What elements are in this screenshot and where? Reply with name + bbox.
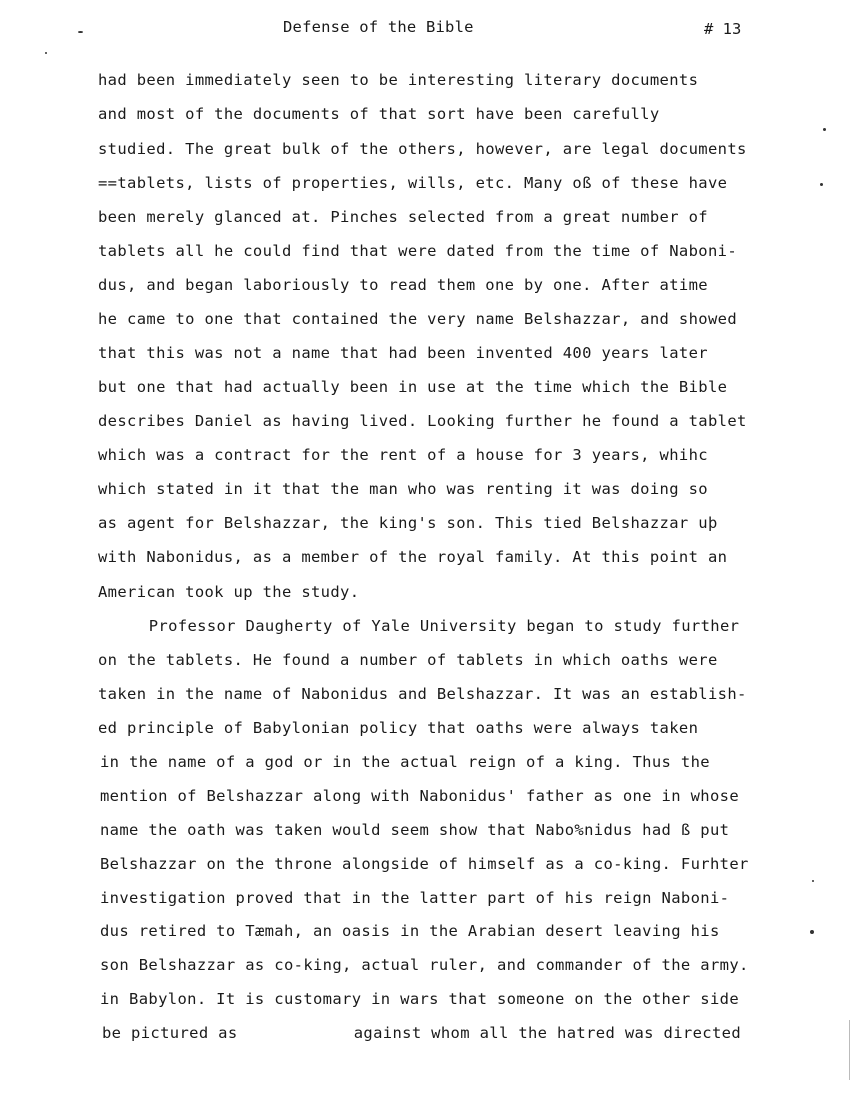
scan-edge [849, 1020, 850, 1080]
body-line-14: as agent for Belshazzar, the king's son. This tied Belshazzar uþ [98, 514, 718, 532]
scan-speck [812, 880, 814, 882]
body-line-5: been merely glanced at. Pinches selected from a great number of [98, 208, 708, 226]
body-line-16: American took up the study. [98, 583, 360, 601]
body-line-23: name the oath was taken would seem show that Nabo%nidus had ß put [100, 821, 730, 839]
scan-speck [78, 31, 83, 33]
body-line-25: investigation proved that in the latter part of his reign Naboni- [100, 889, 730, 907]
body-line-28: in Babylon. It is customary in wars that someone on the other side [100, 990, 739, 1008]
body-line-3: studied. The great bulk of the others, however, are legal documents [98, 140, 747, 158]
body-line-20: ed principle of Babylonian policy that oaths were always taken [98, 719, 699, 737]
page-number: # 13 [704, 20, 742, 38]
body-line-8: he came to one that contained the very name Belshazzar, and showed [98, 310, 737, 328]
body-line-17: Professor Daugherty of Yale University began to study further [110, 617, 740, 635]
body-line-12: which was a contract for the rent of a house for 3 years, whihc [98, 446, 708, 464]
scan-speck [823, 128, 826, 131]
body-line-15: with Nabonidus, as a member of the royal family. At this point an [98, 548, 728, 566]
body-line-29: be pictured as against whom all the hatred was directed [102, 1024, 741, 1042]
page-header-title: Defense of the Bible [283, 18, 474, 36]
body-line-10: but one that had actually been in use at the time which the Bible [98, 378, 728, 396]
body-line-21: in the name of a god or in the actual reign of a king. Thus the [100, 753, 710, 771]
body-line-19: taken in the name of Nabonidus and Belshazzar. It was an establish- [98, 685, 747, 703]
body-line-1: had been immediately seen to be interesting literary documents [98, 71, 699, 89]
body-line-6: tablets all he could find that were dated from the time of Naboni- [98, 242, 737, 260]
body-line-4: ==tablets, lists of properties, wills, etc. Many oß of these have [98, 174, 728, 192]
scan-speck [810, 930, 814, 934]
body-line-18: on the tablets. He found a number of tablets in which oaths were [98, 651, 718, 669]
body-line-13: which stated in it that the man who was renting it was doing so [98, 480, 708, 498]
body-line-26: dus retired to Tæmah, an oasis in the Arabian desert leaving his [100, 922, 720, 940]
body-line-7: dus, and began laboriously to read them one by one. After atime [98, 276, 708, 294]
body-line-2: and most of the documents of that sort have been carefully [98, 105, 660, 123]
body-line-11: describes Daniel as having lived. Looking further he found a tablet [98, 412, 747, 430]
body-line-22: mention of Belshazzar along with Nabonidus' father as one in whose [100, 787, 739, 805]
scan-speck [45, 52, 47, 54]
body-line-24: Belshazzar on the throne alongside of himself as a co-king. Furhter [100, 855, 749, 873]
scan-speck [820, 183, 823, 186]
body-line-9: that this was not a name that had been invented 400 years later [98, 344, 708, 362]
body-line-27: son Belshazzar as co-king, actual ruler, and commander of the army. [100, 956, 749, 974]
